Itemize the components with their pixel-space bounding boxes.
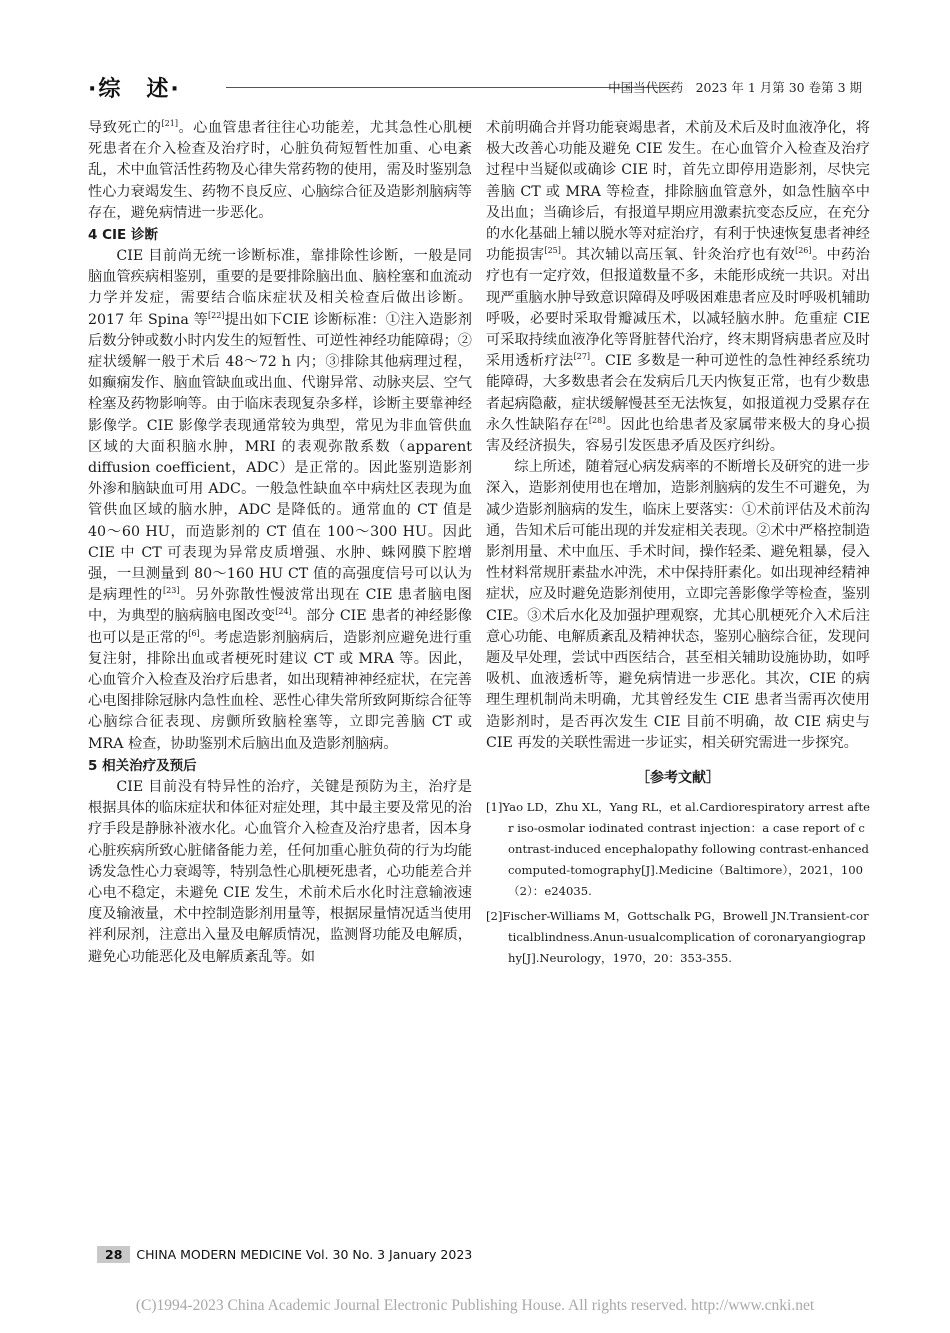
references-title: ［参考文献］: [636, 770, 720, 787]
right-column: [486, 118, 870, 973]
reference-item: [1]Yao LD，Zhu XL，Yang RL，et al.Cardiorespiratory arrest after iso-osmolar iodinated contrast injection：a case report of contrast-induced encephalopathy following contrast-enhanced computed-tomography[J].Medicine（Baltimore），2021，100（2）：e24035.: [486, 800, 870, 899]
reference-item: [2]Fischer-Williams M，Gottschalk PG，Browell JN.Transient-corticalblindness.Anun-usualcomplication of coronaryangiography[J].Neurology，1970，20：353-355.: [486, 909, 869, 966]
section-label: ·综 述·: [88, 77, 181, 102]
heading-treatment-prognosis: 5 相关治疗及预后: [88, 757, 197, 774]
right-paragraph-2: 综上所述，随着冠心病发病率的不断增长及研究的进一步深入，造影剂使用也在增加，造影剂脑病的发生不可避免，为减少造影剂脑病的发生，临床上要落实：①术前评估及术前沟通，告知术后可能出现的并发症相关表现。②术中严格控制造影剂用量、术中血压、手术时间，操作轻柔、避免粗暴，侵入性材料常规肝素盐水冲洗，术中保持肝素化。如出现神经精神症状，应及时避免造影剂使用，立即完善影像学等检查，鉴别 CIE。③术后水化及加强护理观察，尤其心肌梗死介入术后注意心功能、电解质紊乱及精神状态，鉴别心脑综合征，发现问题及早处理，尝试中西医结合，甚至相关辅助设施协助，如呼吸机、血液透析等，避免病情进一步恶化。其次，CIE 的病理生理机制尚未明确，尤其曾经发生 CIE 患者当需再次使用造影剂时，是否再次发生 CIE 目前不明确，故 CIE 病史与 CIE 再发的关联性需进一步证实，相关研究需进一步探究。: [486, 459, 870, 751]
left-paragraph-3: CIE 目前没有特异性的治疗，关键是预防为主，治疗是根据具体的临床症状和体征对症处理，其中最主要及常见的治疗手段是静脉补液水化。心血管介入检查及治疗患者，因本身心脏疾病所致心脏储备能力差，任何加重心脏负荷的行为均能诱发急性心力衰竭等，特别急性心肌梗死患者，心功能差合并心电不稳定，未避免 CIE 发生，术前术后水化时注意输液速度及输液量，术中控制造影剂用量等，根据尿量情况适当使用袢利尿剂，注意出入量及电解质情况，监测肾功能及电解质，避免心功能恶化及电解质紊乱等。如: [88, 778, 472, 965]
journal-info: 中国当代医药 2023 年 1 月第 30 卷第 3 期: [608, 80, 862, 95]
journal-name-en: CHINA MODERN MEDICINE Vol. 30 No. 3 January 2023: [136, 1247, 473, 1262]
heading-cie-diagnosis: 4 CIE 诊断: [88, 227, 158, 244]
page-header: [88, 70, 862, 104]
left-column: [88, 118, 472, 968]
left-paragraph-1: 导致死亡的[21]。心血管患者往往心功能差，尤其急性心肌梗死患者在介入检查及治疗时，心脏负荷短暂性加重、心电紊乱，术中血管活性药物及心律失常药物的使用，需及时鉴别急性心力衰竭发生、药物不良反应、心脑综合征及造影剂脑病等存在，避免病情进一步恶化。: [88, 119, 472, 221]
page-footer: [97, 1246, 472, 1263]
left-paragraph-2: CIE 目前尚无统一诊断标准，靠排除性诊断，一般是同脑血管疾病相鉴别，重要的是要排除脑出血、脑栓塞和血流动力学并发症，需要结合临床症状及相关检查后做出诊断。2017 年 Spina 等[22]提出如下CIE 诊断标准：①注入造影剂后数分钟或数小时内发生的短暂性、可逆性神经功能障碍；②症状缓解一般于术后 48～72 h 内；③排除其他病理过程，如癫痫发作、脑血管缺血或出血、代谢异常、动脉夹层、空气栓塞及药物影响等。由于临床表现复杂多样，诊断主要靠神经影像学。CIE 影像学表现通常较为典型，常见为非血管供血区域的大面积脑水肿，MRI 的表观弥散系数（apparent diffusion coefficient，ADC）是正常的。因此鉴别造影剂外渗和脑缺血可用 ADC。一般急性缺血卒中病灶区表现为血管供血区域的脑水肿，ADC 是降低的。通常血的 CT 值是 40～60 HU，而造影剂的 CT 值在 100～300 HU。因此 CIE 中 CT 可表现为异常皮质增强、水肿、蛛网膜下腔增强，一旦测量到 80～160 HU CT 值的高强度信号可以认为是病理性的[23]。另外弥散性慢波常出现在 CIE 患者脑电图中，为典型的脑病脑电图改变[24]。部分 CIE 患者的神经影像也可以是正常的[6]。考虑造影剂脑病后，造影剂应避免进行重复注射，排除出血或者梗死时建议 CT 或 MRA 等。因此，心血管介入检查及治疗后患者，如出现精神神经症状，在完善心电图排除冠脉内急性血栓、恶性心律失常所致阿斯综合征等心脑综合征表现、房颤所致脑栓塞等，立即完善脑 CT 或 MRA 检查，协助鉴别术后脑出血及造影剂脑病。: [88, 248, 472, 752]
header-rule: [226, 87, 672, 88]
copyright-watermark: (C)1994-2023 China Academic Journal Electronic Publishing House. All rights reserved. http://www.cnki.net: [135, 1297, 815, 1314]
page-number: 28: [97, 1246, 130, 1263]
right-paragraph-1: 术前明确合并肾功能衰竭患者，术前及术后及时血液净化，将极大改善心功能及避免 CIE 发生。在心血管介入检查及治疗过程中当疑似或确诊 CIE 时，首先立即停用造影剂，尽快完善脑 CT 或 MRA 等检查，排除脑血管意外，如急性脑卒中及出血；当确诊后，有报道早期应用激素抗变态反应，在充分的水化基础上辅以脱水等对症治疗，有利于快速恢复患者神经功能损害[25]。其次辅以高压氧、针灸治疗也有效[26]。中药治疗也有一定疗效，但报道数量不多，未能形成统一共识。对出现严重脑水肿导致意识障碍及呼吸困难患者应及时呼吸机辅助呼吸，必要时采取骨瓣减压术，以减轻脑水肿。危重症 CIE 可采取持续血液净化等肾脏替代治疗，终末期肾病患者应及时采用透析疗法[27]。CIE 多数是一种可逆性的急性神经系统功能障碍，大多数患者会在发病后几天内恢复正常，也有少数患者起病隐蔽，症状缓解慢甚至无法恢复，如报道视力受累存在永久性缺陷存在[28]。因此也给患者及家属带来极大的身心损害及经济损失，容易引发医患矛盾及医疗纠纷。: [486, 120, 870, 455]
